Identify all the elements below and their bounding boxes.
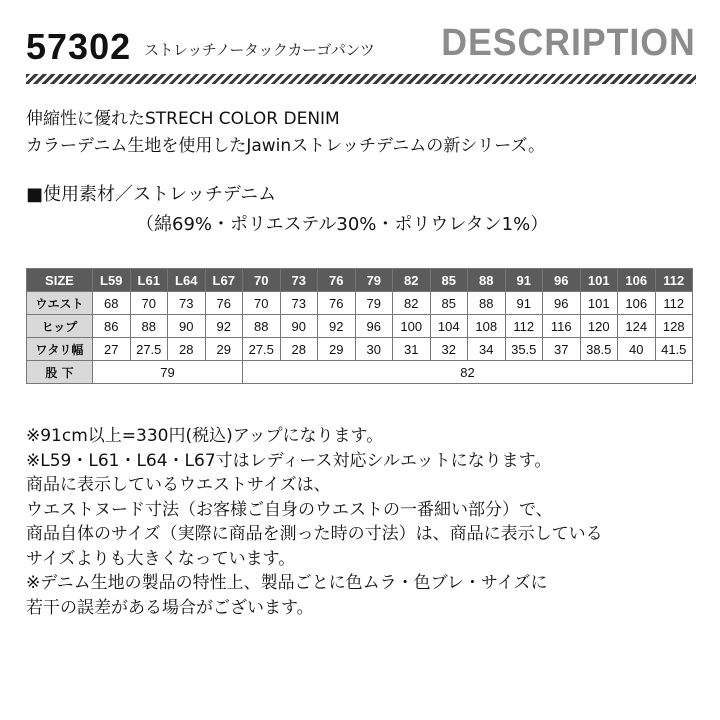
- material-section: [26, 180, 548, 240]
- size-column-header: L67: [205, 269, 243, 292]
- note-line: ※L59・L61・L64・L67寸はレディース対応シルエットになります。: [26, 450, 552, 471]
- table-cell: 73: [168, 292, 206, 315]
- intro-line: 伸縮性に優れたSTRECH COLOR DENIM: [26, 109, 340, 129]
- table-cell: 82: [393, 292, 431, 315]
- table-cell: 96: [355, 315, 393, 338]
- table-row-thigh-width: [27, 338, 693, 361]
- table-cell: 106: [618, 292, 656, 315]
- table-cell: 40: [618, 338, 656, 361]
- table-row-waist: [27, 292, 693, 315]
- table-cell: 70: [130, 292, 168, 315]
- table-cell: 41.5: [655, 338, 693, 361]
- inseam-mens-cell: 82: [243, 361, 693, 384]
- note-line: 商品に表示しているウエストサイズは、: [26, 475, 331, 495]
- size-column-header: 91: [505, 269, 543, 292]
- table-cell: 91: [505, 292, 543, 315]
- row-label-thigh-width: ワタリ幅: [27, 338, 93, 361]
- table-cell: 32: [430, 338, 468, 361]
- note-line: ※デニム生地の製品の特性上、製品ごとに色ムラ・色ブレ・サイズに: [26, 573, 548, 593]
- size-column-header: L61: [130, 269, 168, 292]
- table-cell: 124: [618, 315, 656, 338]
- size-column-header: 112: [655, 269, 693, 292]
- table-cell: 73: [280, 292, 318, 315]
- note-line: 商品自体のサイズ（実際に商品を測った時の寸法）は、商品に表示している: [26, 524, 603, 544]
- size-column-header: 96: [543, 269, 581, 292]
- size-column-header: 88: [468, 269, 506, 292]
- material-heading: ■使用素材／ストレッチデニム: [26, 184, 277, 205]
- product-code: 57302: [26, 26, 132, 67]
- table-cell: 28: [168, 338, 206, 361]
- table-cell: 112: [655, 292, 693, 315]
- note-line: サイズよりも大きくなっています。: [26, 548, 296, 569]
- size-column-header: 73: [280, 269, 318, 292]
- size-table: [26, 268, 693, 384]
- size-corner-label: SIZE: [27, 269, 93, 292]
- header: [26, 22, 696, 74]
- table-cell: 37: [543, 338, 581, 361]
- table-cell: 92: [318, 315, 356, 338]
- table-cell: 30: [355, 338, 393, 361]
- intro-line: カラーデニム生地を使用したJawinストレッチデニムの新シリーズ。: [26, 136, 545, 156]
- table-row-hip: [27, 315, 693, 338]
- size-column-header: 76: [318, 269, 356, 292]
- notes-section: [26, 424, 603, 620]
- table-cell: 29: [318, 338, 356, 361]
- table-cell: 28: [280, 338, 318, 361]
- table-cell: 92: [205, 315, 243, 338]
- size-column-header: 82: [393, 269, 431, 292]
- table-cell: 90: [280, 315, 318, 338]
- table-cell: 76: [318, 292, 356, 315]
- intro-text: [26, 106, 545, 160]
- size-column-header: 79: [355, 269, 393, 292]
- table-cell: 27.5: [243, 338, 281, 361]
- table-cell: 108: [468, 315, 506, 338]
- table-cell: 34: [468, 338, 506, 361]
- table-cell: 68: [93, 292, 131, 315]
- table-cell: 70: [243, 292, 281, 315]
- table-cell: 79: [355, 292, 393, 315]
- table-cell: 31: [393, 338, 431, 361]
- section-title: DESCRIPTION: [441, 22, 696, 64]
- size-header-row: [27, 269, 693, 292]
- table-cell: 101: [580, 292, 618, 315]
- row-label-waist: ウエスト: [27, 292, 93, 315]
- table-cell: 27: [93, 338, 131, 361]
- table-cell: 128: [655, 315, 693, 338]
- table-cell: 86: [93, 315, 131, 338]
- table-cell: 38.5: [580, 338, 618, 361]
- table-cell: 76: [205, 292, 243, 315]
- table-cell: 88: [130, 315, 168, 338]
- inseam-ladies-cell: 79: [93, 361, 243, 384]
- size-column-header: L64: [168, 269, 206, 292]
- size-column-header: 101: [580, 269, 618, 292]
- note-line: ウエストヌード寸法（お客様ご自身のウエストの一番細い部分）で、: [26, 499, 553, 520]
- table-cell: 88: [243, 315, 281, 338]
- size-column-header: 85: [430, 269, 468, 292]
- table-cell: 116: [543, 315, 581, 338]
- table-cell: 35.5: [505, 338, 543, 361]
- row-label-hip: ヒップ: [27, 315, 93, 338]
- size-column-header: 70: [243, 269, 281, 292]
- product-name: ストレッチノータックカーゴパンツ: [144, 41, 375, 59]
- note-line: ※91cm以上=330円(税込)アップになります。: [26, 426, 384, 446]
- table-cell: 96: [543, 292, 581, 315]
- table-cell: 27.5: [130, 338, 168, 361]
- table-cell: 112: [505, 315, 543, 338]
- size-column-header: 106: [618, 269, 656, 292]
- material-composition: （綿69%・ポリエステル30%・ポリウレタン1%）: [136, 214, 549, 235]
- table-cell: 120: [580, 315, 618, 338]
- note-line: 若干の誤差がある場合がございます。: [26, 597, 314, 618]
- table-row-inseam: [27, 361, 693, 384]
- table-cell: 88: [468, 292, 506, 315]
- table-cell: 29: [205, 338, 243, 361]
- table-cell: 90: [168, 315, 206, 338]
- table-cell: 100: [393, 315, 431, 338]
- diagonal-stripe-divider: [26, 74, 696, 84]
- table-cell: 104: [430, 315, 468, 338]
- table-cell: 85: [430, 292, 468, 315]
- size-column-header: L59: [93, 269, 131, 292]
- row-label-inseam: 股 下: [27, 361, 93, 384]
